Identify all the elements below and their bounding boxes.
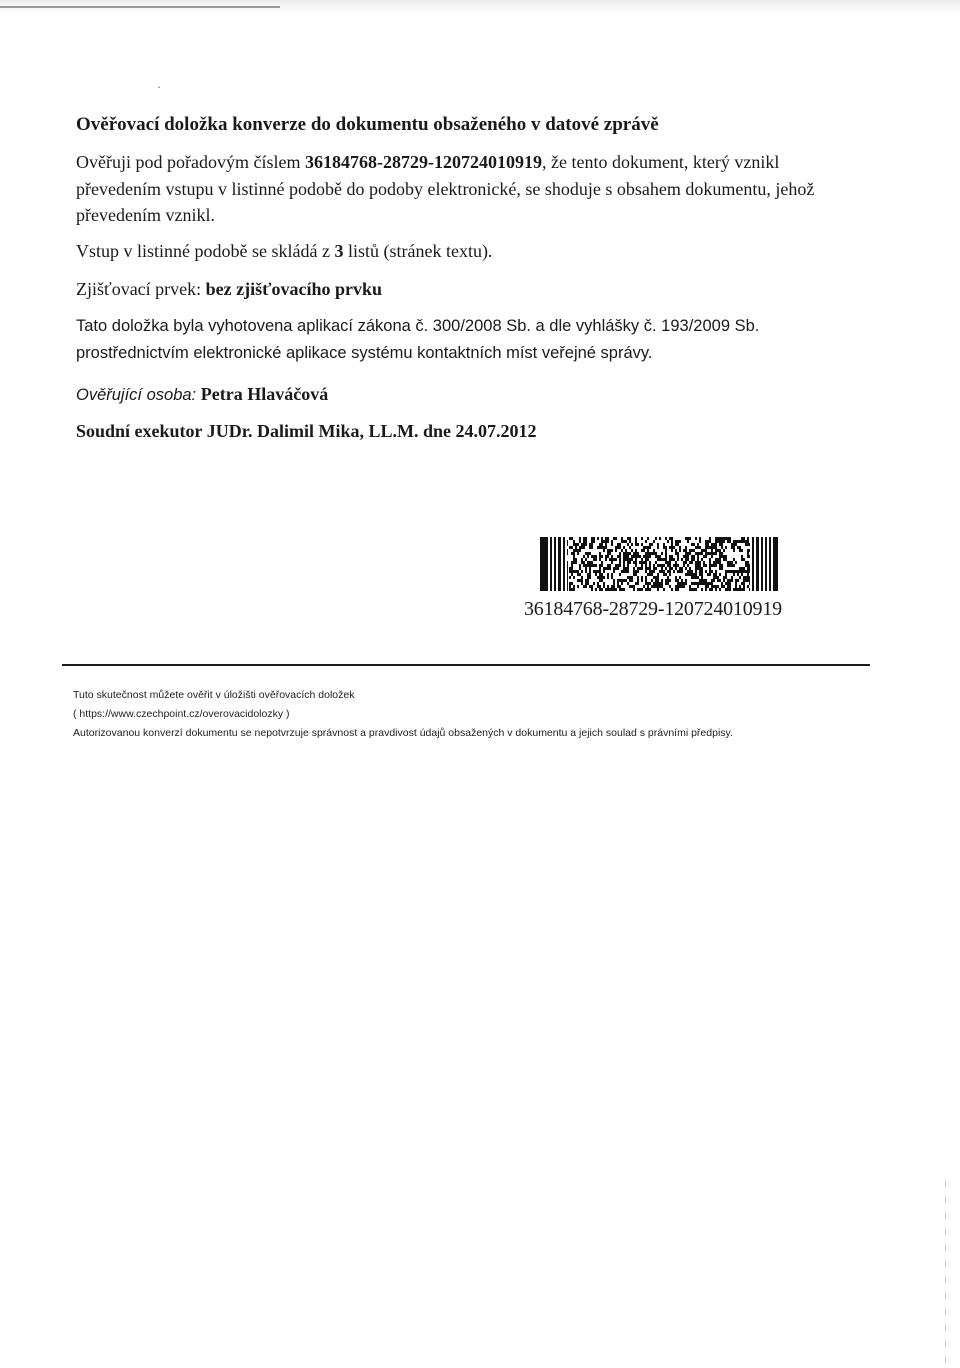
executor-signature-line: Soudní exekutor JUDr. Dalimil Mika, LL.M. dne 24.07.2012 (76, 421, 537, 441)
security-element-label: Zjišťovací prvek: (76, 279, 206, 299)
clause-title: Ověřovací doložka konverze do dokumentu obsaženého v datové zprávě (76, 114, 659, 135)
verification-statement (76, 149, 866, 229)
security-element-statement (76, 276, 866, 303)
footer-divider (62, 664, 870, 666)
sheet-count-intro: Vstup v listinné podobě se skládá z (76, 241, 335, 261)
barcode-number: 36184768-28729-120724010919 (524, 598, 782, 620)
legal-basis-statement: Tato doložka byla vyhotovena aplikací zákona č. 300/2008 Sb. a dle vyhlášky č. 193/2009 Sb. prostřednictvím elektronické aplikace systému kontaktních míst veřejné správy. (76, 317, 760, 362)
footer-line-disclaimer: Autorizovanou konverzí dokumentu se nepotvrzuje správnost a pravdivost údajů obsažených v dokumentu a jejich soulad s právními předpisy. (73, 727, 733, 739)
scan-top-edge (0, 0, 960, 14)
verifier-statement (76, 381, 866, 409)
sheet-count-rest: listů (stránek textu). (343, 241, 493, 261)
scan-speck: · (157, 80, 161, 94)
footer-line-verify: Tuto skutečnost můžete ověřit v úložišti ověřovacích doložek (73, 689, 355, 701)
scan-right-edge (945, 1180, 946, 1365)
statement-intro: Ověřuji pod pořadovým číslem (76, 152, 305, 172)
statement-rest: , že tento dokument, který vznikl převedením vstupu v listinné podobě do podoby elektronické, se shoduje s obsahem dokumentu, jehož převedením vznikl. (76, 152, 815, 225)
scan-band (0, 6, 280, 8)
footer-line-url: ( https://www.czechpoint.cz/overovacidolozky ) (73, 708, 290, 720)
security-element-value: bez zjišťovacího prvku (205, 279, 383, 299)
serial-number: 36184768-28729-120724010919 (304, 152, 542, 172)
barcode (540, 537, 778, 591)
sheet-count: 3 (334, 241, 344, 261)
barcode-graphic (540, 537, 778, 591)
footer-notice (73, 686, 873, 743)
verifier-label: Ověřující osoba: (76, 386, 201, 404)
sheet-count-statement (76, 238, 866, 265)
verifier-name: Petra Hlaváčová (200, 384, 329, 404)
